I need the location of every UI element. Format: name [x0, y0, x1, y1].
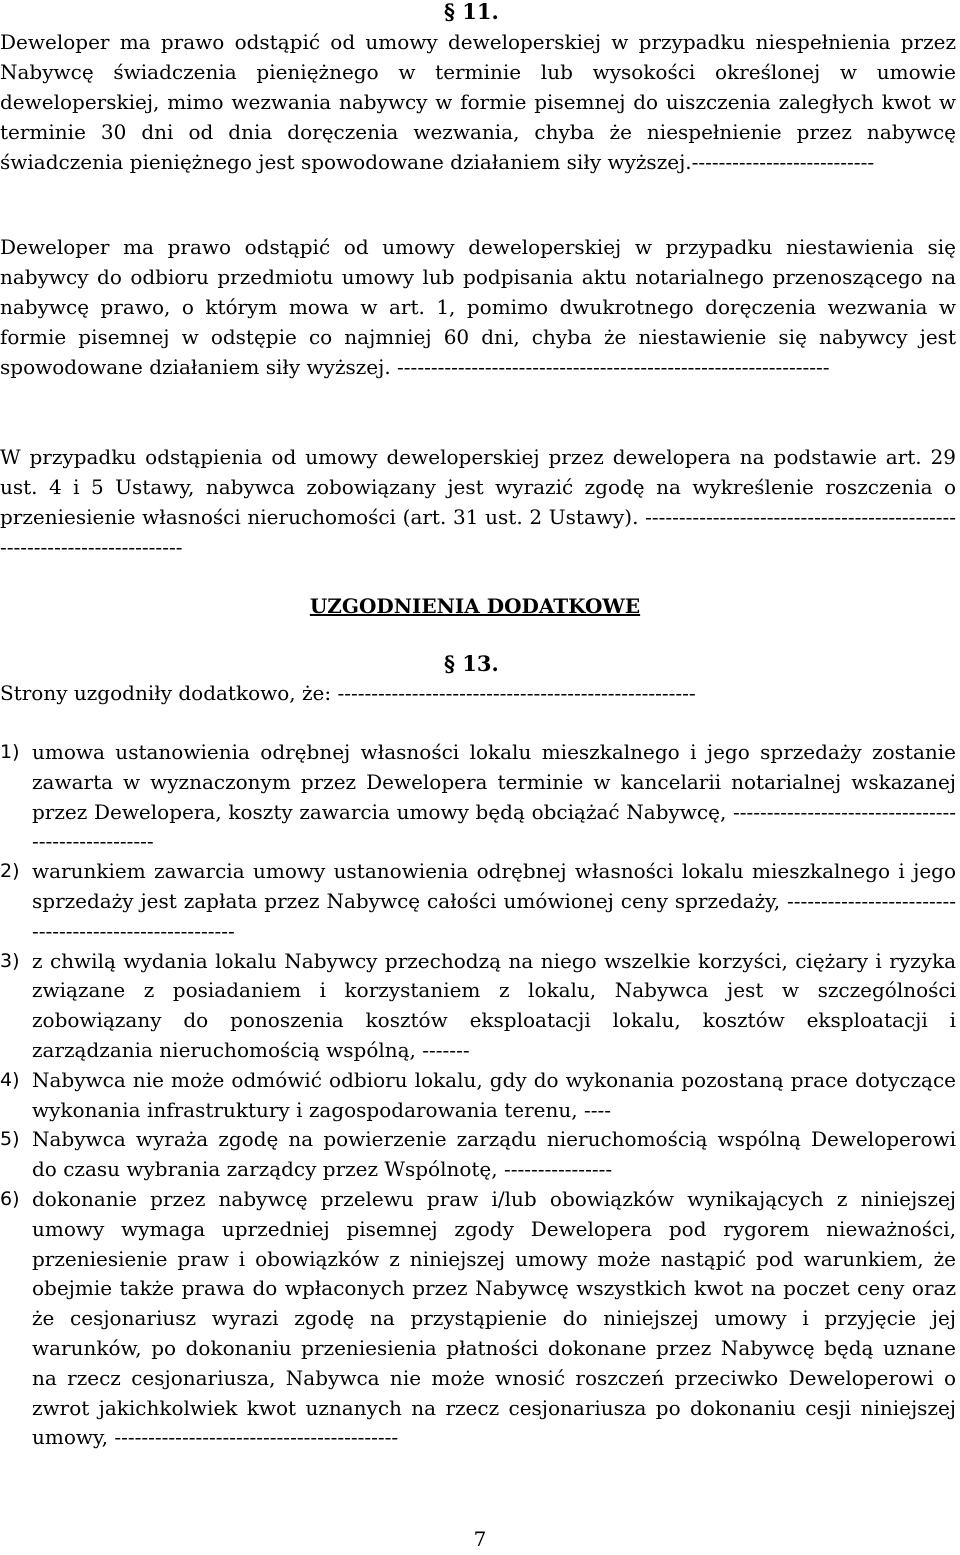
- list-item-text: Nabywca nie może odmówić odbioru lokalu, gdy do wykonania pozostaną prace dotyczące wykonania infrastruktury i zagospodarowania terenu, ----: [32, 1067, 956, 1122]
- section-11-paragraph-3: W przypadku odstąpienia od umowy deweloperskiej przez dewelopera na podstawie art. 29 ust. 4 i 5 Ustawy, nabywca zobowiązany jest wyrazić zgodę na wykreślenie roszczenia o przeniesienie własności nieruchomości (art. 31 ust. 2 Ustawy). -------------------------------------------------------------------------: [0, 445, 956, 559]
- list-item: [0, 1185, 956, 1453]
- list-item: [0, 1066, 956, 1126]
- list-item-number: 1): [0, 741, 20, 763]
- list-item: [0, 1125, 956, 1185]
- list-item: [0, 738, 956, 857]
- list-item-text: z chwilą wydania lokalu Nabywcy przechodzą na niego wszelkie korzyści, ciężary i ryzyka związane z posiadaniem i korzystaniem z lokalu, Nabywca jest w szczególności zobowiązany do ponoszenia kosztów eksploatacji lokalu, kosztów eksploatacji i zarządzania nieruchomością wspólną, -------: [32, 948, 956, 1062]
- additional-agreements-title: UZGODNIENIA DODATKOWE: [309, 594, 641, 618]
- list-item-number: 3): [0, 949, 20, 972]
- list-item-text: dokonanie przez nabywcę przelewu praw i/lub obowiązków wynikających z niniejszej umowy wymaga uprzedniej pisemnej zgody Dewelopera pod rygorem nieważności, przeniesienie praw i obowiązków z niniejszej umowy może nastąpić pod warunkiem, że obejmie także prawa do wpłaconych przez Nabywcę wszystkich kwot na poczet ceny oraz że cesjonariusz wyrazi zgodę na przystąpienie do niniejszej umowy i przyjęcie jej warunków, po dokonaniu przeniesienia płatności dokonane przez Nabywcę będą uznane na rzecz cesjonariusza, Nabywca nie może wnosić roszczeń przeciwko Deweloperowi o zwrot jakichkolwiek kwot uznanych na rzecz cesjonariusza po dokonaniu cesji niniejszej umowy, ------------------------------------------: [32, 1186, 956, 1450]
- list-item-number: 6): [0, 1187, 20, 1210]
- section-11-heading: § 11.: [444, 0, 499, 24]
- list-item-number: 4): [0, 1068, 20, 1091]
- list-item-number: 5): [0, 1128, 20, 1151]
- section-13-heading: § 13.: [444, 651, 499, 676]
- section-11-paragraph-2: Deweloper ma prawo odstąpić od umowy deweloperskiej w przypadku niestawienia się nabywcy do odbioru przedmiotu umowy lub podpisania aktu notarialnego przenoszącego na nabywcę prawo, o którym mowa w art. 1, pomimo dwukrotnego doręczenia wezwania w formie pisemnej w odstępie co najmniej 60 dni, chyba że niestawienie się nabywcy jest spowodowane działaniem siły wyższej. ----------------------------------------------------------------: [0, 235, 956, 379]
- list-item: [0, 857, 956, 946]
- section-11-paragraph-1: Deweloper ma prawo odstąpić od umowy deweloperskiej w przypadku niespełnienia przez Nabywcę świadczenia pieniężnego w terminie lub wysokości określonej w umowie deweloperskiej, mimo wezwania nabywcy w formie pisemnej do uiszczenia zaległych kwot w terminie 30 dni od dnia doręczenia wezwania, chyba że niespełnienie przez nabywcę świadczenia pieniężnego jest spowodowane działaniem siły wyższej.---------------------------: [0, 30, 956, 174]
- list-item-text: warunkiem zawarcia umowy ustanowienia odrębnej własności lokalu mieszkalnego i jego sprzedaży jest zapłata przez Nabywcę całości umówionej ceny sprzedaży, -------------------------------------------------------: [32, 859, 956, 943]
- list-item: [0, 947, 956, 1066]
- additional-agreements-list: [0, 738, 956, 1453]
- page-number: 7: [473, 1527, 487, 1551]
- section-13-intro: Strony uzgodniły dodatkowo, że: -----------------------------------------------------: [0, 681, 696, 705]
- list-item-text: Nabywca wyraża zgodę na powierzenie zarządu nieruchomością wspólną Deweloperowi do czasu wybrania zarządcy przez Wspólnotę, ----------------: [32, 1127, 956, 1182]
- list-item-text: umowa ustanowienia odrębnej własności lokalu mieszkalnego i jego sprzedaży zostanie zawarta w wyznaczonym przez Dewelopera terminie w kancelarii notarialnej wskazanej przez Dewelopera, koszty zawarcia umowy będą obciążać Nabywcę, ---------------------------------------------------: [32, 740, 956, 854]
- list-item-number: 2): [0, 860, 20, 883]
